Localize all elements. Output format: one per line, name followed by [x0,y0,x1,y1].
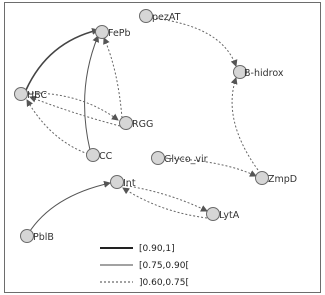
node-pezat[interactable] [140,10,181,24]
node-pblb[interactable] [21,230,54,244]
node-label-cc: CC [99,151,113,162]
node-label-glyco-vir: Glyco_vir [164,154,208,165]
legend-label-thick: [0.90,1] [139,244,175,254]
edge-zmpd-bhidrox [232,78,258,170]
node-glyco-vir[interactable] [152,152,208,166]
edge-pezat-bhidrox [152,18,236,66]
legend [100,244,189,288]
node-lyta[interactable] [207,208,240,222]
edge-cc-fepb [85,36,98,150]
legend-label-thin: [0.75,0.90[ [139,261,189,271]
node-hbc[interactable] [15,88,48,102]
node-label-int: Int [123,178,136,189]
legend-label-dotted: ]0.60,0.75[ [139,278,189,288]
node-label-pblb: PblB [33,232,54,243]
edge-cc-hbc [27,100,88,154]
edge-hbc-fepb [26,30,98,90]
node-label-pezat: pezAT [152,12,181,23]
node-int[interactable] [111,176,136,190]
node-zmpd[interactable] [256,172,298,186]
edge-pblb-int [28,183,110,234]
edge-rgg-fepb [104,38,122,118]
node-rgg[interactable] [120,117,154,131]
node-fepb[interactable] [96,26,131,40]
node-label-rgg: RGG [132,119,154,130]
edge-lyta-int [123,188,207,218]
node-label-b-hidrox: B-hidrox [244,68,284,79]
node-label-fepb: FePb [108,28,131,39]
nodes [15,10,298,244]
node-cc[interactable] [87,149,113,163]
node-b-hidrox[interactable] [234,66,284,80]
node-label-zmpd: ZmpD [268,174,298,185]
node-label-lyta: LytA [219,210,240,221]
node-label-hbc: HBC [27,90,48,101]
edge-rgg-hbc [30,97,120,126]
